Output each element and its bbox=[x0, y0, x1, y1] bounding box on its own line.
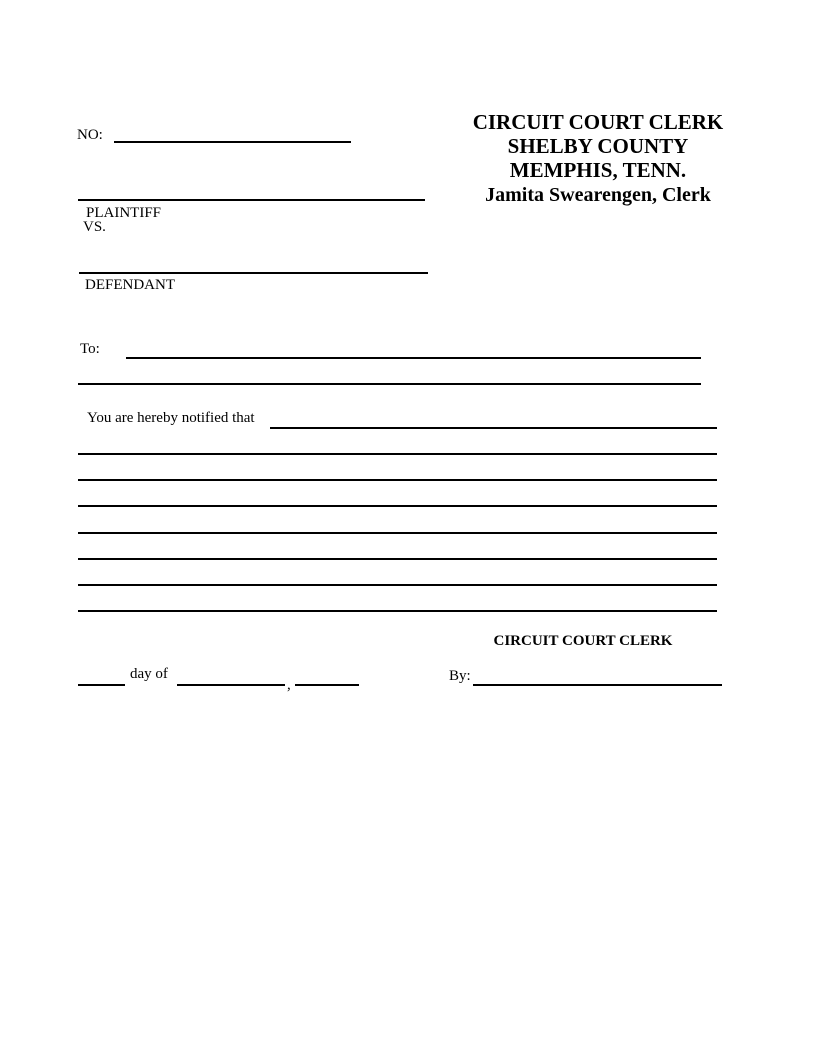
notice-field-line-2[interactable] bbox=[78, 453, 717, 455]
clerk-name: Jamita Swearengen, Clerk bbox=[485, 184, 711, 206]
defendant-label: DEFENDANT bbox=[85, 277, 175, 293]
case-number-field[interactable] bbox=[114, 141, 351, 143]
clerk-title: CIRCUIT COURT CLERK bbox=[472, 110, 724, 134]
notice-field-line-8[interactable] bbox=[78, 610, 717, 612]
notice-field-line-6[interactable] bbox=[78, 558, 717, 560]
by-label: By: bbox=[449, 668, 471, 684]
day-of-label: day of bbox=[130, 666, 168, 682]
signature-title: CIRCUIT COURT CLERK bbox=[493, 633, 673, 649]
notice-field-line-3[interactable] bbox=[78, 479, 717, 481]
plaintiff-label: PLAINTIFF bbox=[86, 205, 162, 221]
date-comma: , bbox=[287, 677, 291, 693]
notice-field-line-7[interactable] bbox=[78, 584, 717, 586]
notified-label: You are hereby notified that bbox=[87, 410, 255, 426]
county-name: SHELBY COUNTY bbox=[507, 134, 689, 158]
city-name: MEMPHIS, TENN. bbox=[509, 158, 687, 182]
versus-label: VS. bbox=[83, 219, 106, 235]
recipient-field-line-2[interactable] bbox=[78, 383, 701, 385]
recipient-field-line-1[interactable] bbox=[126, 357, 701, 359]
plaintiff-field[interactable] bbox=[78, 199, 425, 201]
notice-field-line-4[interactable] bbox=[78, 505, 717, 507]
notice-field-line-1[interactable] bbox=[270, 427, 717, 429]
month-field[interactable] bbox=[177, 684, 285, 686]
signature-field[interactable] bbox=[473, 684, 722, 686]
to-label: To: bbox=[80, 341, 100, 357]
notice-field-line-5[interactable] bbox=[78, 532, 717, 534]
day-field[interactable] bbox=[78, 684, 125, 686]
defendant-field[interactable] bbox=[79, 272, 428, 274]
case-number-label: NO: bbox=[77, 127, 103, 143]
year-field[interactable] bbox=[295, 684, 359, 686]
